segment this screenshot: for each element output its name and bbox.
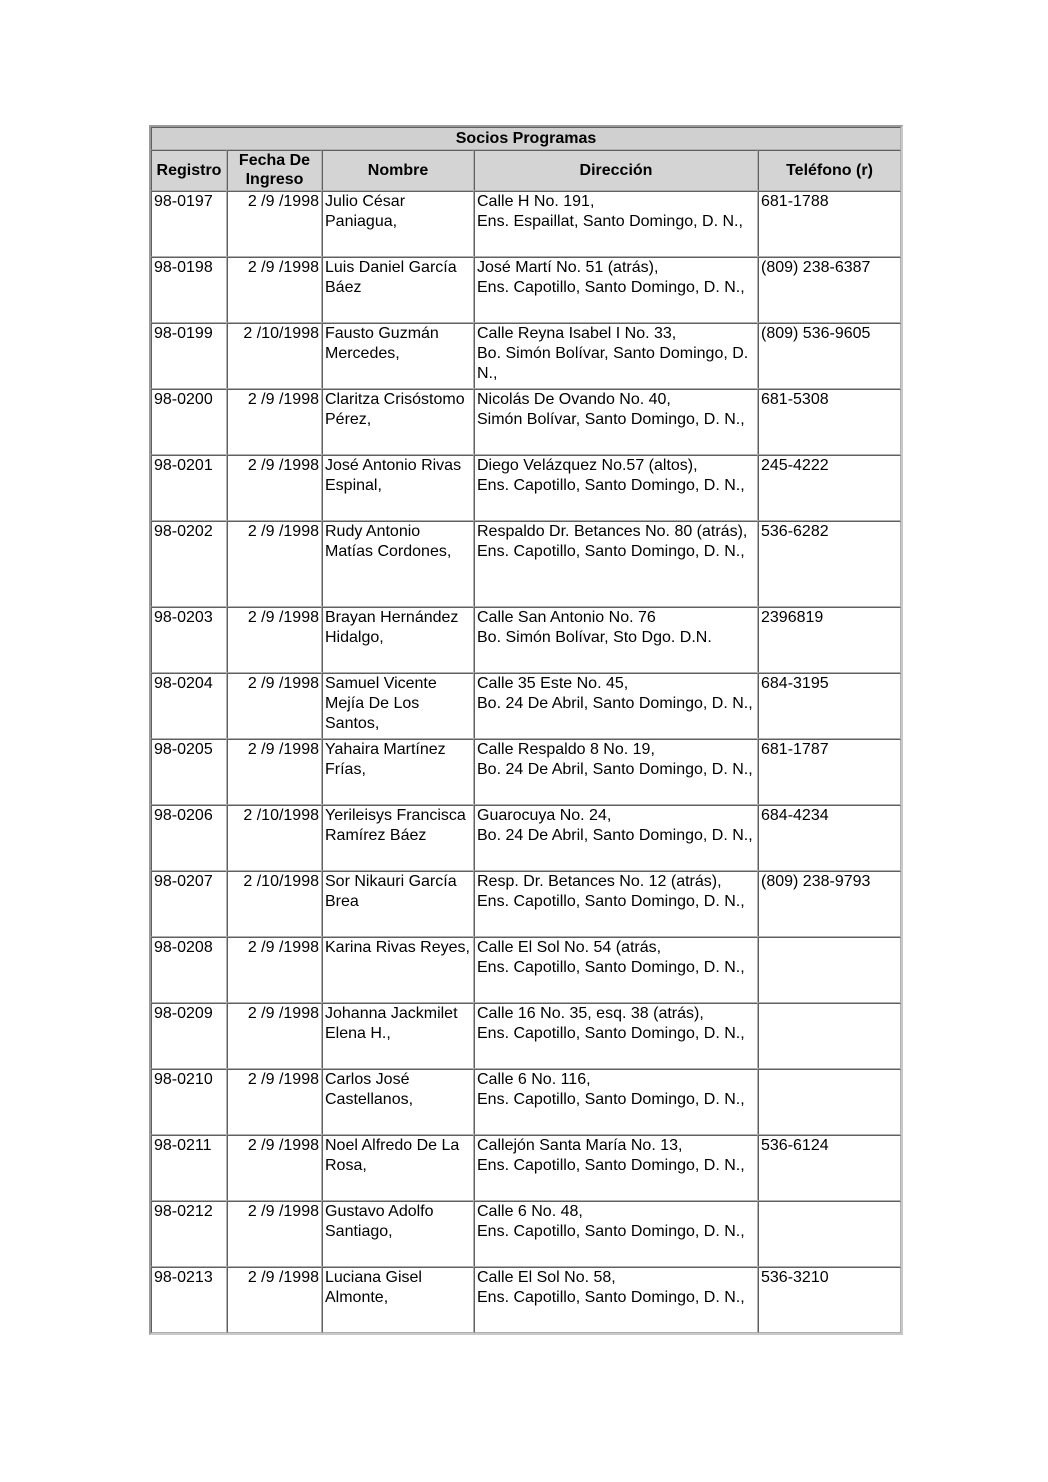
cell-fecha-ingreso: 2 /9 /1998 <box>227 1267 322 1333</box>
table-row <box>151 607 901 673</box>
cell-telefono: 684-3195 <box>758 673 901 739</box>
cell-fecha-ingreso: 2 /9 /1998 <box>227 1201 322 1267</box>
cell-registro: 98-0210 <box>151 1069 227 1135</box>
header-fecha-line2: Ingreso <box>245 171 304 188</box>
direccion-street: Calle El Sol No. 58, <box>477 1269 616 1286</box>
table-row <box>151 1201 901 1267</box>
cell-fecha-ingreso: 2 /9 /1998 <box>227 673 322 739</box>
header-direccion: Dirección <box>474 150 758 191</box>
cell-nombre: Luciana Gisel Almonte, <box>322 1267 474 1333</box>
table-row <box>151 937 901 1003</box>
direccion-street: Respaldo Dr. Betances No. 80 (atrás), <box>477 523 748 540</box>
direccion-street: Calle 6 No. 116, <box>477 1071 591 1088</box>
direccion-sector: Bo. Simón Bolívar, Santo Domingo, D. N., <box>477 345 749 382</box>
direccion-sector: Bo. 24 De Abril, Santo Domingo, D. N., <box>477 827 753 844</box>
cell-direccion <box>474 805 758 871</box>
direccion-street: Guarocuya No. 24, <box>477 807 612 824</box>
cell-telefono: (809) 536-9605 <box>758 323 901 389</box>
cell-direccion <box>474 521 758 607</box>
cell-telefono: (809) 238-6387 <box>758 257 901 323</box>
table-row <box>151 1135 901 1201</box>
cell-fecha-ingreso: 2 /9 /1998 <box>227 389 322 455</box>
cell-telefono: 684-4234 <box>758 805 901 871</box>
cell-registro: 98-0201 <box>151 455 227 521</box>
cell-nombre: José Antonio Rivas Espinal, <box>322 455 474 521</box>
cell-registro: 98-0197 <box>151 191 227 257</box>
cell-registro: 98-0213 <box>151 1267 227 1333</box>
header-telefono: Teléfono (r) <box>758 150 901 191</box>
table-row <box>151 1003 901 1069</box>
direccion-sector: Ens. Capotillo, Santo Domingo, D. N., <box>477 1157 745 1174</box>
cell-direccion <box>474 191 758 257</box>
cell-fecha-ingreso: 2 /9 /1998 <box>227 257 322 323</box>
cell-direccion <box>474 1267 758 1333</box>
cell-telefono: 536-6124 <box>758 1135 901 1201</box>
cell-registro: 98-0211 <box>151 1135 227 1201</box>
cell-direccion <box>474 1069 758 1135</box>
cell-telefono <box>758 1201 901 1267</box>
cell-direccion <box>474 1135 758 1201</box>
cell-nombre: Noel Alfredo De La Rosa, <box>322 1135 474 1201</box>
direccion-sector: Ens. Capotillo, Santo Domingo, D. N., <box>477 1223 745 1240</box>
table-row <box>151 871 901 937</box>
cell-telefono <box>758 1003 901 1069</box>
cell-fecha-ingreso: 2 /9 /1998 <box>227 1003 322 1069</box>
direccion-street: Calle H No. 191, <box>477 193 595 210</box>
cell-nombre: Johanna Jackmilet Elena H., <box>322 1003 474 1069</box>
cell-telefono: (809) 238-9793 <box>758 871 901 937</box>
cell-registro: 98-0202 <box>151 521 227 607</box>
direccion-sector: Ens. Capotillo, Santo Domingo, D. N., <box>477 959 745 976</box>
table-row <box>151 257 901 323</box>
table-row <box>151 805 901 871</box>
direccion-street: Calle 35 Este No. 45, <box>477 675 629 692</box>
cell-registro: 98-0208 <box>151 937 227 1003</box>
cell-registro: 98-0204 <box>151 673 227 739</box>
header-fecha-line1: Fecha De <box>238 152 311 169</box>
direccion-street: Calle El Sol No. 54 (atrás, <box>477 939 662 956</box>
cell-telefono: 681-5308 <box>758 389 901 455</box>
cell-fecha-ingreso: 2 /9 /1998 <box>227 455 322 521</box>
cell-nombre: Yahaira Martínez Frías, <box>322 739 474 805</box>
cell-nombre: Julio César Paniagua, <box>322 191 474 257</box>
direccion-street: Calle Respaldo 8 No. 19, <box>477 741 655 758</box>
direccion-sector: Ens. Capotillo, Santo Domingo, D. N., <box>477 543 745 560</box>
direccion-street: Callejón Santa María No. 13, <box>477 1137 683 1154</box>
direccion-sector: Bo. 24 De Abril, Santo Domingo, D. N., <box>477 761 753 778</box>
cell-telefono: 536-3210 <box>758 1267 901 1333</box>
cell-nombre: Fausto Guzmán Mercedes, <box>322 323 474 389</box>
table-body <box>151 191 901 1333</box>
cell-direccion <box>474 673 758 739</box>
table-row <box>151 1267 901 1333</box>
cell-fecha-ingreso: 2 /9 /1998 <box>227 937 322 1003</box>
cell-telefono: 2396819 <box>758 607 901 673</box>
cell-registro: 98-0212 <box>151 1201 227 1267</box>
direccion-sector: Ens. Capotillo, Santo Domingo, D. N., <box>477 1091 745 1108</box>
cell-nombre: Carlos José Castellanos, <box>322 1069 474 1135</box>
cell-registro: 98-0205 <box>151 739 227 805</box>
cell-telefono <box>758 1069 901 1135</box>
table-row <box>151 673 901 739</box>
cell-fecha-ingreso: 2 /9 /1998 <box>227 521 322 607</box>
cell-direccion <box>474 1201 758 1267</box>
cell-registro: 98-0203 <box>151 607 227 673</box>
cell-telefono: 536-6282 <box>758 521 901 607</box>
direccion-sector: Ens. Capotillo, Santo Domingo, D. N., <box>477 1025 745 1042</box>
direccion-street: Calle San Antonio No. 76 <box>477 609 656 626</box>
cell-direccion <box>474 1003 758 1069</box>
header-nombre: Nombre <box>322 150 474 191</box>
cell-registro: 98-0207 <box>151 871 227 937</box>
cell-telefono <box>758 937 901 1003</box>
direccion-sector: Ens. Capotillo, Santo Domingo, D. N., <box>477 893 745 910</box>
cell-nombre: Brayan Hernández Hidalgo, <box>322 607 474 673</box>
cell-fecha-ingreso: 2 /9 /1998 <box>227 739 322 805</box>
cell-fecha-ingreso: 2 /10/1998 <box>227 805 322 871</box>
cell-nombre: Sor Nikauri García Brea <box>322 871 474 937</box>
table-row <box>151 1069 901 1135</box>
direccion-street: Calle 6 No. 48, <box>477 1203 583 1220</box>
cell-telefono: 245-4222 <box>758 455 901 521</box>
direccion-street: Resp. Dr. Betances No. 12 (atrás), <box>477 873 722 890</box>
cell-direccion <box>474 607 758 673</box>
cell-fecha-ingreso: 2 /9 /1998 <box>227 1135 322 1201</box>
cell-registro: 98-0199 <box>151 323 227 389</box>
cell-nombre: Karina Rivas Reyes, <box>322 937 474 1003</box>
cell-telefono: 681-1788 <box>758 191 901 257</box>
cell-direccion <box>474 257 758 323</box>
cell-registro: 98-0209 <box>151 1003 227 1069</box>
cell-direccion <box>474 389 758 455</box>
table-row <box>151 521 901 607</box>
direccion-sector: Ens. Capotillo, Santo Domingo, D. N., <box>477 477 745 494</box>
table-row <box>151 323 901 389</box>
cell-fecha-ingreso: 2 /9 /1998 <box>227 607 322 673</box>
cell-fecha-ingreso: 2 /9 /1998 <box>227 191 322 257</box>
cell-direccion <box>474 455 758 521</box>
direccion-sector: Ens. Capotillo, Santo Domingo, D. N., <box>477 1289 745 1306</box>
cell-direccion <box>474 871 758 937</box>
table-row <box>151 389 901 455</box>
direccion-street: Calle Reyna Isabel I No. 33, <box>477 325 677 342</box>
table-row <box>151 739 901 805</box>
direccion-street: José Martí No. 51 (atrás), <box>477 259 659 276</box>
cell-nombre: Rudy Antonio Matías Cordones, <box>322 521 474 607</box>
direccion-sector: Bo. 24 De Abril, Santo Domingo, D. N., <box>477 695 753 712</box>
cell-nombre: Claritza Crisóstomo Pérez, <box>322 389 474 455</box>
table-caption: Socios Programas <box>151 127 901 150</box>
cell-fecha-ingreso: 2 /9 /1998 <box>227 1069 322 1135</box>
direccion-sector: Ens. Capotillo, Santo Domingo, D. N., <box>477 279 745 296</box>
cell-nombre: Yerileisys Francisca Ramírez Báez <box>322 805 474 871</box>
cell-telefono: 681-1787 <box>758 739 901 805</box>
table-row <box>151 191 901 257</box>
direccion-sector: Bo. Simón Bolívar, Sto Dgo. D.N. <box>477 629 712 646</box>
cell-direccion <box>474 323 758 389</box>
cell-nombre: Luis Daniel García Báez <box>322 257 474 323</box>
direccion-sector: Ens. Espaillat, Santo Domingo, D. N., <box>477 213 743 230</box>
cell-registro: 98-0198 <box>151 257 227 323</box>
direccion-street: Nicolás De Ovando No. 40, <box>477 391 671 408</box>
header-registro: Registro <box>151 150 227 191</box>
cell-fecha-ingreso: 2 /10/1998 <box>227 323 322 389</box>
header-fecha-ingreso <box>227 150 322 191</box>
cell-nombre: Gustavo Adolfo Santiago, <box>322 1201 474 1267</box>
direccion-sector: Simón Bolívar, Santo Domingo, D. N., <box>477 411 745 428</box>
cell-registro: 98-0206 <box>151 805 227 871</box>
cell-direccion <box>474 937 758 1003</box>
table-row <box>151 455 901 521</box>
cell-registro: 98-0200 <box>151 389 227 455</box>
cell-nombre: Samuel Vicente Mejía De Los Santos, <box>322 673 474 739</box>
cell-direccion <box>474 739 758 805</box>
socios-table <box>149 125 903 1335</box>
direccion-street: Diego Velázquez No.57 (altos), <box>477 457 698 474</box>
cell-fecha-ingreso: 2 /10/1998 <box>227 871 322 937</box>
direccion-street: Calle 16 No. 35, esq. 38 (atrás), <box>477 1005 704 1022</box>
document-page <box>149 125 899 1335</box>
